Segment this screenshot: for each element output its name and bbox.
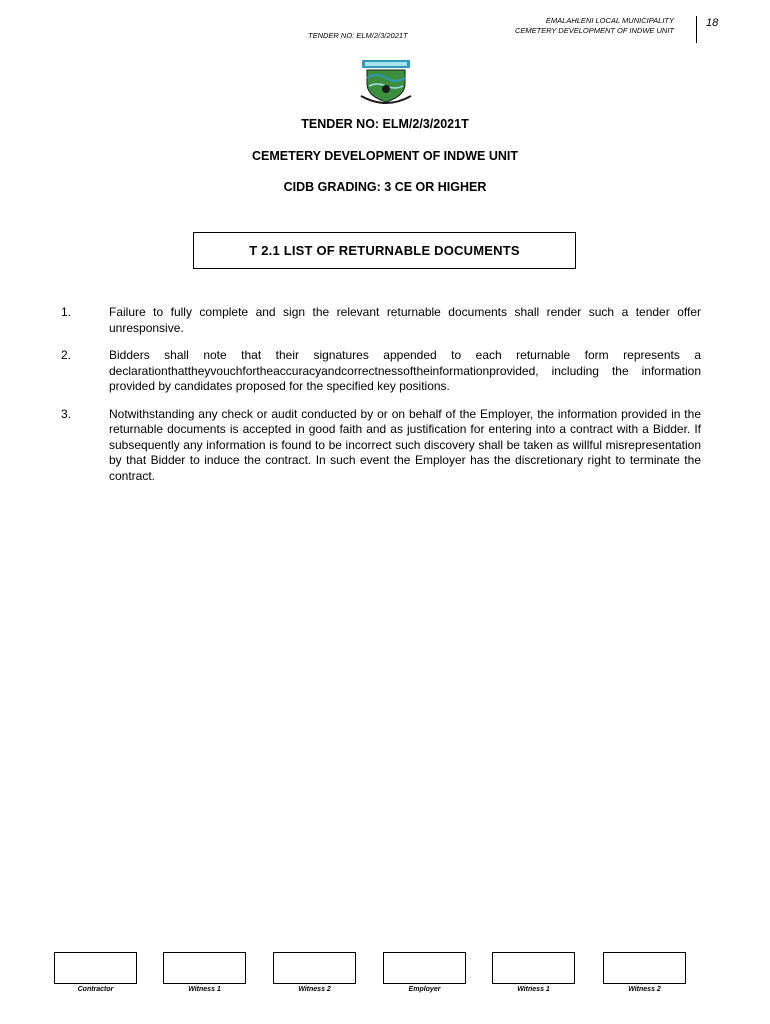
signature-label: Witness 2 [298, 986, 331, 993]
signature-row [54, 952, 678, 994]
list-item-number: 3. [61, 406, 72, 421]
signature-box[interactable] [603, 952, 686, 984]
signature-box[interactable] [492, 952, 575, 984]
section-heading-box [193, 232, 576, 269]
running-header [470, 16, 674, 35]
signature-box[interactable] [163, 952, 246, 984]
tender-number-title: TENDER NO: ELM/2/3/2021T [301, 117, 469, 131]
section-heading: T 2.1 LIST OF RETURNABLE DOCUMENTS [249, 243, 520, 258]
project-title: CEMETERY DEVELOPMENT OF INDWE UNIT [252, 149, 518, 163]
signature-witness-2-employer [603, 952, 686, 993]
signature-label: Witness 2 [628, 986, 661, 993]
header-tender-ref: TENDER NO: ELM/2/3/2021T [308, 31, 408, 40]
list-item-text: Notwithstanding any check or audit conducted by or on behalf of the Employer, the information provided in the returnable documents is accepted in good faith and as justification for entering into a contract with a Bidder. If subsequently any information is found to be incorrect such discovery shall be taken as willful misrepresentation by that Bidder to induce the contract. In such event the Employer has the discretionary right to terminate the contract. [109, 406, 701, 483]
list-item-text: Bidders shall note that their signatures appended to each returnable form represents a declarationthattheyvouchfortheaccuracyandcorrectnessoftheinformationprovided, including the information provided by candidates proposed for the specified key positions. [109, 348, 701, 393]
signature-label: Witness 1 [517, 986, 550, 993]
signature-box[interactable] [273, 952, 356, 984]
list-item [61, 348, 701, 395]
signature-employer [383, 952, 466, 993]
header-org: EMALAHLENI LOCAL MUNICIPALITY [545, 16, 674, 25]
header-project: CEMETERY DEVELOPMENT OF INDWE UNIT [514, 25, 674, 35]
signature-label: Witness 1 [188, 986, 221, 993]
signature-witness-1 [163, 952, 246, 993]
signature-witness-1-employer [492, 952, 575, 993]
list-item-number: 2. [61, 348, 72, 362]
header-divider [696, 16, 697, 43]
returnable-documents-list [61, 305, 701, 496]
list-item [61, 305, 701, 336]
list-item-number: 1. [61, 305, 72, 319]
signature-box[interactable] [383, 952, 466, 984]
signature-contractor [54, 952, 137, 993]
signature-label: Contractor [77, 986, 114, 993]
signature-witness-2 [273, 952, 356, 993]
cidb-grading-title: CIDB GRADING: 3 CE OR HIGHER [283, 180, 487, 194]
signature-box[interactable] [54, 952, 137, 984]
list-item-text: Failure to fully complete and sign the relevant returnable documents shall render such a tender offer unresponsive. [109, 305, 701, 335]
page-number: 18 [706, 17, 719, 29]
list-item [61, 407, 701, 485]
signature-label: Employer [408, 986, 441, 993]
municipal-crest-icon [359, 56, 413, 106]
